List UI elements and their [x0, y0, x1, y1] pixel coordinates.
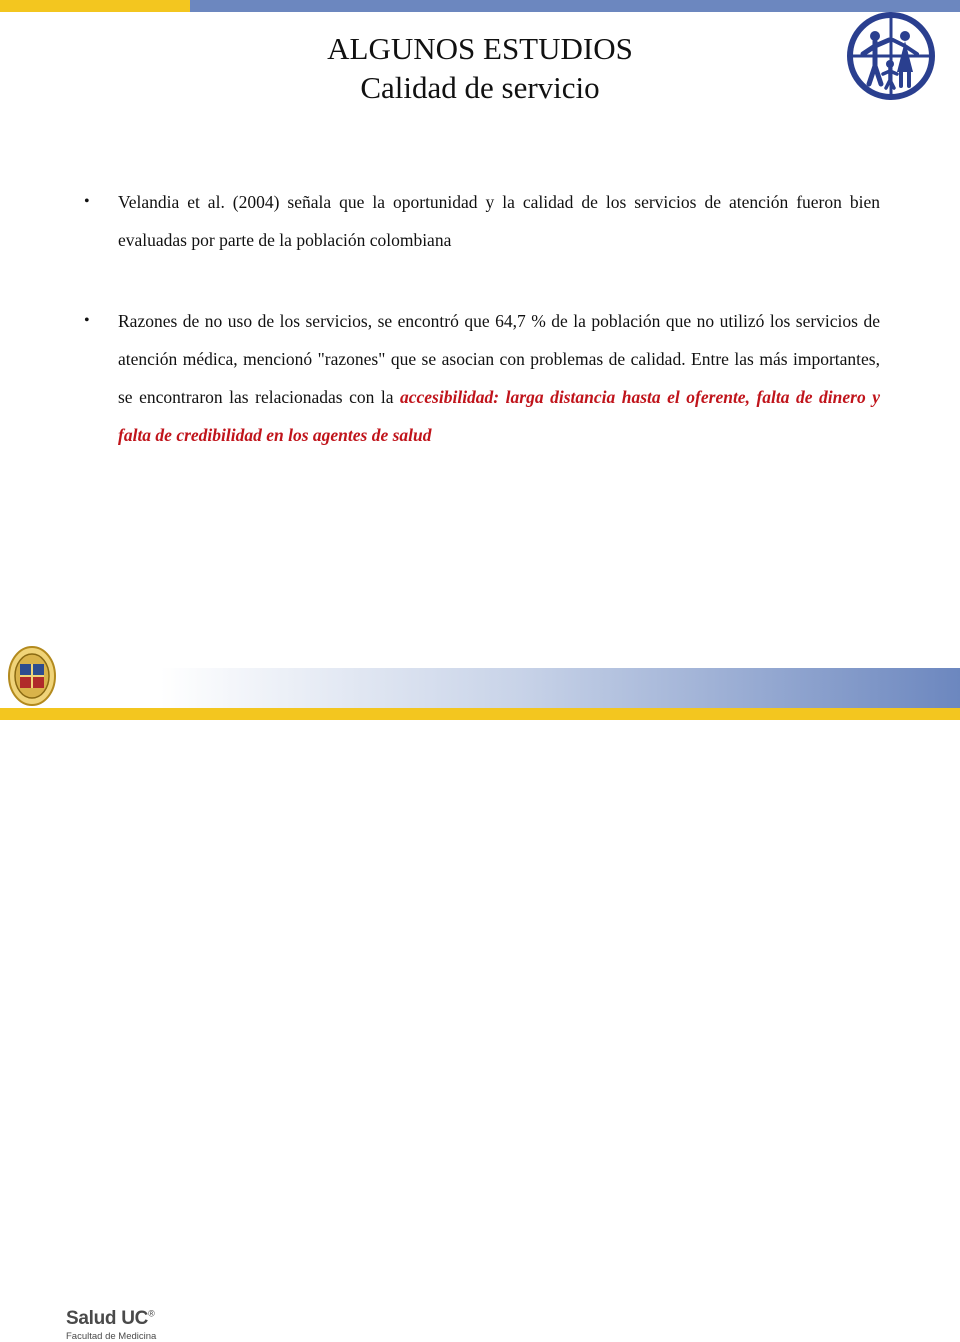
bullet-text: Razones de no uso de los servicios, se encontró que 64,7 % de la población que no utilizó los servicios de atención médica, mencionó "razones" que se asocian con problemas de calidad. Entre las más importantes, se encontraron las relacionadas con la	[118, 311, 880, 407]
footer-logo	[6, 644, 166, 1342]
bullet-marker: •	[84, 193, 90, 210]
bottom-band-yellow	[0, 708, 960, 720]
university-seal-icon	[6, 644, 58, 708]
family-cross-emblem-icon	[845, 10, 937, 102]
brand-subtitle: Facultad de Medicina	[66, 1331, 157, 1342]
brand-name: Salud UC®	[66, 1308, 155, 1329]
bullet-list	[84, 183, 880, 454]
bullet-marker: •	[84, 312, 90, 329]
title-line-1: ALGUNOS ESTUDIOS	[327, 31, 633, 66]
bullet-text: Velandia et al. (2004) señala que la oportunidad y la calidad de los servicios de atención fueron bien evaluadas por parte de la población colombiana	[118, 192, 880, 250]
list-item	[84, 302, 880, 454]
top-band-yellow	[0, 0, 190, 12]
title-line-2: Calidad de servicio	[360, 70, 600, 105]
list-item	[84, 183, 880, 259]
emphasis-text: accesibilidad: larga distancia hasta el oferente, falta de dinero y falta de credibilidad en los agentes de salud	[118, 387, 880, 445]
bottom-gradient-band	[160, 668, 960, 708]
registered-mark: ®	[148, 1308, 155, 1319]
slide-title	[180, 30, 780, 108]
